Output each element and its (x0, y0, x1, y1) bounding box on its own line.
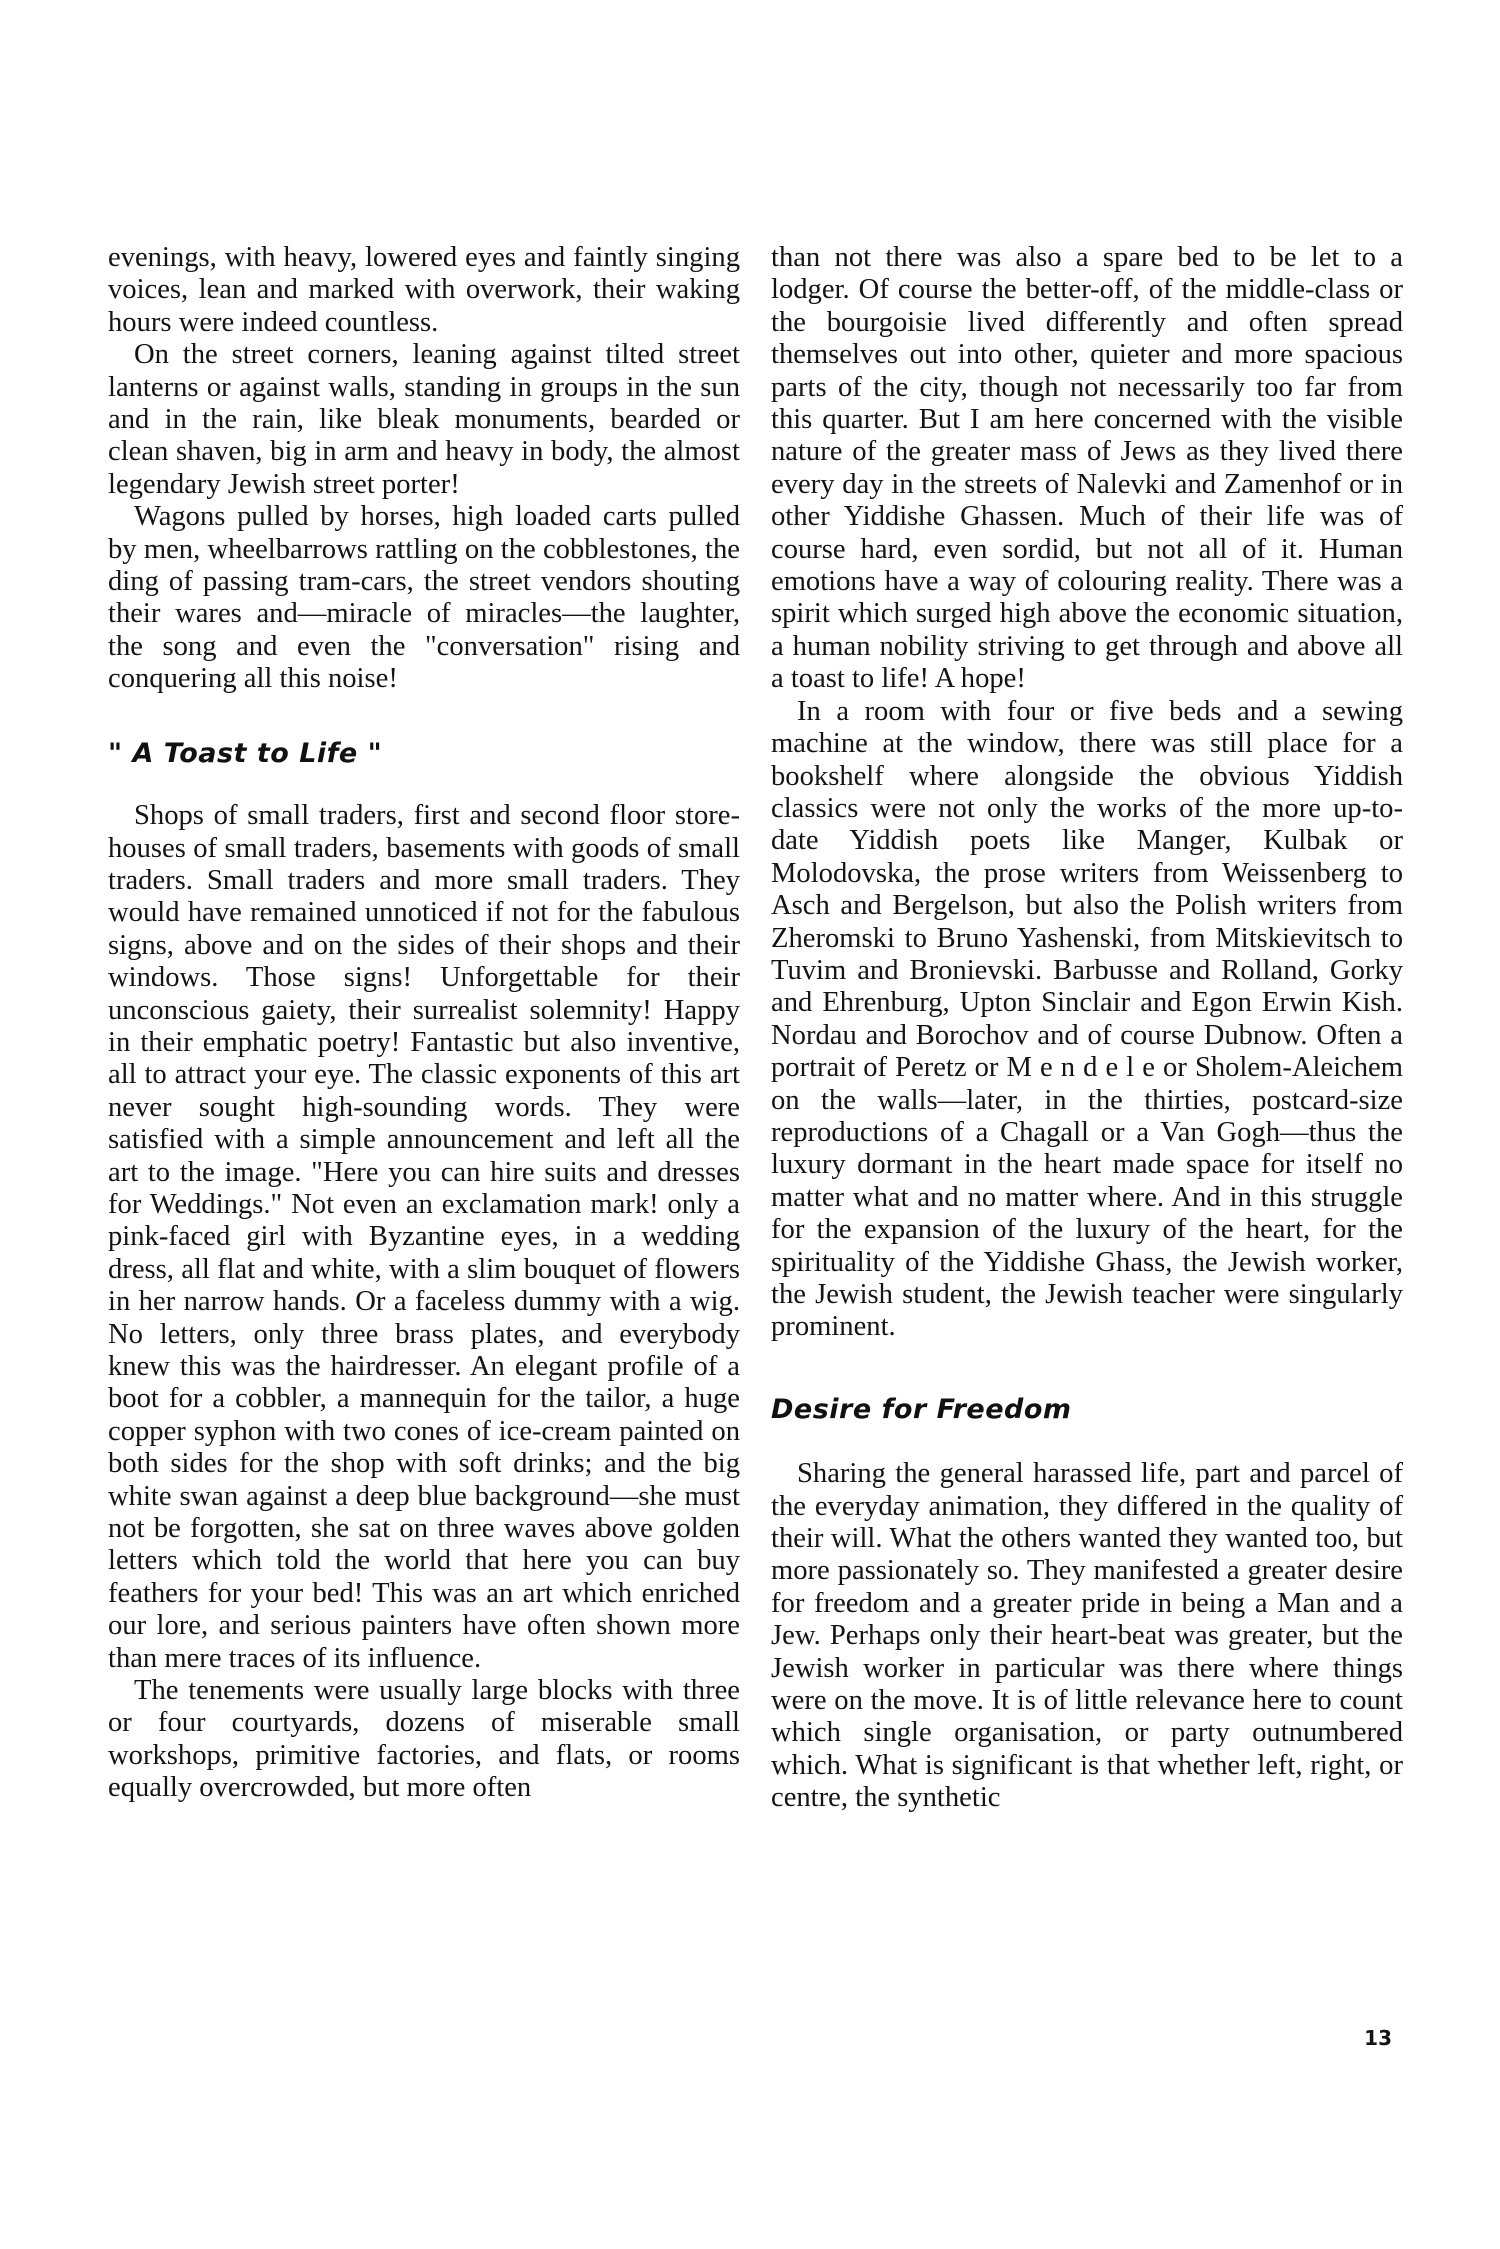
paragraph: The tenements were usually large blocks with three or four courtyards, dozens of miserable small workshops, primitive factories, and flats, or rooms equally overcrowded, but more often (108, 1675, 740, 1804)
page-number: 13 (1364, 2026, 1392, 2050)
section-heading-toast-to-life: " A Toast to Life " (108, 737, 383, 769)
paragraph: On the street corners, leaning against tilted street lanterns or against walls, standing in groups in the sun and in the rain, like bleak monuments, bearded or clean shaven, big in arm and heavy in body, the almost legendary Jewish street porter! (108, 339, 740, 500)
paragraph: Shops of small traders, first and second floor store-houses of small traders, basements with goods of small traders. Small traders and more small traders. They would have remained unnoticed if not for the fabulous signs, above and on the sides of their shops and their windows. Those signs! Unforgettable for their unconscious gaiety, their surrealist solemnity! Happy in their emphatic poetry! Fantastic but also inventive, all to attract your eye. The classic exponents of this art never sought high-sounding words. They were satisfied with a simple announcement and left all the art to the image. "Here you can hire suits and dresses for Weddings." Not even an exclamation mark! only a pink-faced girl with Byzantine eyes, in a wedding dress, all flat and white, with a slim bouquet of flowers in her narrow hands. Or a faceless dummy with a wig. No letters, only three brass plates, and everybody knew this was the hairdresser. An elegant profile of a boot for a cobbler, a mannequin for the tailor, a huge copper syphon with two cones of ice-cream painted on both sides for the shop with soft drinks; and the big white swan against a deep blue background—she must not be forgotten, she sat on three waves above golden letters which told the world that here you can buy feathers for your bed! This was an art which enriched our lore, and serious painters have often shown more than mere traces of its influence. (108, 800, 740, 1674)
left-column (108, 242, 740, 1805)
paragraph: evenings, with heavy, lowered eyes and faintly singing voices, lean and marked with overwork, their waking hours were indeed countless. (108, 242, 740, 338)
paragraph: Wagons pulled by horses, high loaded carts pulled by men, wheelbarrows rattling on the cobblestones, the ding of passing tram-cars, the street vendors shouting their wares and—miracle of miracles—the laughter, the song and even the "conversation" rising and conquering all this noise! (108, 501, 740, 695)
right-column (771, 242, 1403, 1815)
paragraph: than not there was also a spare bed to be let to a lodger. Of course the better-off, of the middle-class or the bourgoisie lived differently and often spread themselves out into other, quieter and more spacious parts of the city, though not necessarily too far from this quarter. But I am here concerned with the visible nature of the greater mass of Jews as they lived there every day in the streets of Nalevki and Zamenhof or in other Yiddishe Ghassen. Much of their life was of course hard, even sordid, but not all of it. Human emotions have a way of colouring reality. There was a spirit which surged high above the economic situation, a human nobility striving to get through and above all a toast to life! A hope! (771, 242, 1403, 695)
paragraph: In a room with four or five beds and a sewing machine at the window, there was still place for a bookshelf where alongside the obvious Yiddish classics were not only the works of the more up-to-date Yiddish poets like Manger, Kulbak or Molodovska, the prose writers from Weissenberg to Asch and Bergelson, but also the Polish writers from Zheromski to Bruno Yashenski, from Mitskievitsch to Tuvim and Bronievski. Barbusse and Rolland, Gorky and Ehrenburg, Upton Sinclair and Egon Erwin Kish. Nordau and Borochov and of course Dubnow. Often a portrait of Peretz or M e n d e l e or Sholem-Aleichem on the walls—later, in the thirties, postcard-size reproductions of a Chagall or a Van Gogh—thus the luxury dormant in the heart made space for itself no matter what and no matter where. And in this struggle for the expansion of the luxury of the heart, for the spirituality of the Yiddishe Ghass, the Jewish worker, the Jewish student, the Jewish teacher were singularly prominent. (771, 695, 1403, 1343)
section-heading-desire-for-freedom: Desire for Freedom (771, 1393, 1072, 1425)
paragraph: Sharing the general harassed life, part and parcel of the everyday animation, they differed in the quality of their will. What the others wanted they wanted too, but more passionately so. They manifested a greater desire for freedom and a greater pride in being a Man and a Jew. Perhaps only their heart-beat was greater, but the Jewish worker in particular was there where things were on the move. It is of little relevance here to count which single organisation, or party outnumbered which. What is significant is that whether left, right, or centre, the synthetic (771, 1458, 1403, 1814)
